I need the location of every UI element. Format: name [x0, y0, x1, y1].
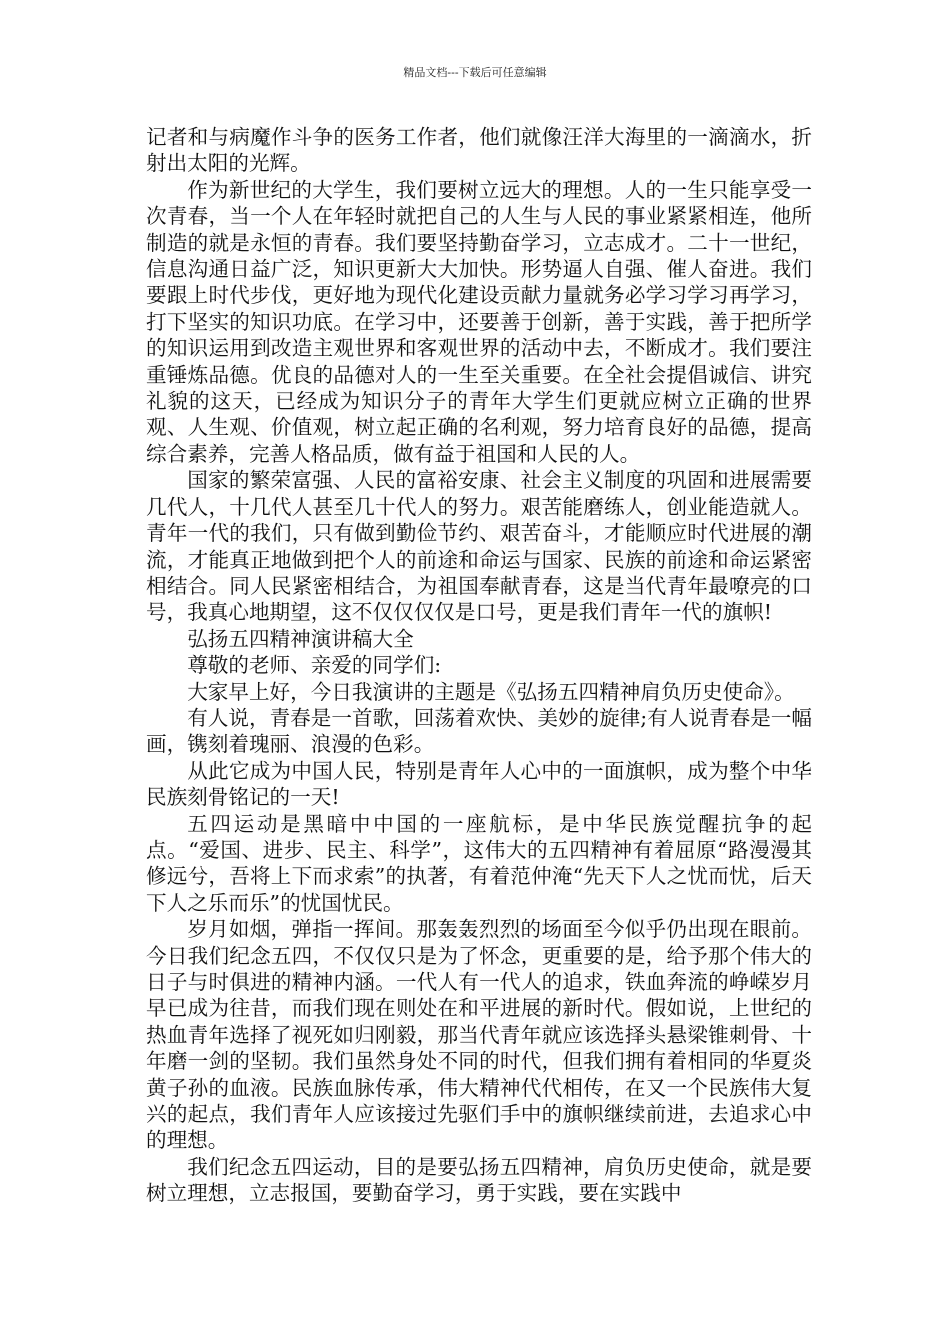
paragraph: 有人说，青春是一首歌，回荡着欢快、美妙的旋律;有人说青春是一幅画，镌刻着瑰丽、浪漫的色彩。	[146, 705, 812, 757]
document-body	[146, 124, 812, 1207]
paragraph: 我们纪念五四运动，目的是要弘扬五四精神，肩负历史使命，就是要树立理想，立志报国，要勤奋学习，勇于实践，要在实践中	[146, 1154, 812, 1206]
paragraph-continued: 记者和与病魔作斗争的医务工作者，他们就像汪洋大海里的一滴滴水，折射出太阳的光辉。	[146, 125, 812, 176]
paragraph: 大家早上好，今日我演讲的主题是《弘扬五四精神肩负历史使命》。	[187, 679, 795, 704]
speech-title: 弘扬五四精神演讲稿大全	[187, 626, 414, 651]
paragraph: 国家的繁荣富强、人民的富裕安康、社会主义制度的巩固和进展需要几代人，十几代人甚至几十代人的努力。艰苦能磨练人，创业能造就人。青年一代的我们，只有做到勤俭节约、艰苦奋斗，才能顺应时代进展的潮流，才能真正地做到把个人的前途和命运与国家、民族的前途和命运紧密相结合。同人民紧密相结合，为祖国奉献青春，这是当代青年最嘹亮的口号，我真心地期望，这不仅仅仅仅是口号，更是我们青年一代的旗帜!	[146, 468, 812, 625]
page-header: 精品文档---下载后可任意编辑	[403, 66, 547, 79]
paragraph: 作为新世纪的大学生，我们要树立远大的理想。人的一生只能享受一次青春，当一个人在年轻时就把自己的人生与人民的事业紧紧相连，他所制造的就是永恒的青春。我们要坚持勤奋学习，立志成才。二十一世纪，信息沟通日益广泛，知识更新大大加快。形势逼人自强、催人奋进。我们要跟上时代步伐，更好地为现代化建设贡献力量就务必学习学习再学习，打下坚实的知识功底。在学习中，还要善于创新，善于实践，善于把所学的知识运用到改造主观世界和客观世界的活动中去，不断成才。我们要注重锤炼品德。优良的品德对人的一生至关重要。在全社会提倡诚信、讲究礼貌的这天，已经成为知识分子的青年大学生们更就应树立正确的世界观、人生观、价值观，树立起正确的名利观，努力培育良好的品德，提高综合素养，完善人格品质，做有益于祖国和人民的人。	[146, 177, 812, 466]
salutation: 尊敬的老师、亲爱的同学们:	[187, 653, 442, 678]
paragraph: 从此它成为中国人民，特别是青年人心中的一面旗帜，成为整个中华民族刻骨铭记的一天!	[146, 758, 812, 810]
paragraph: 岁月如烟，弹指一挥间。那轰轰烈烈的场面至今似乎仍出现在眼前。今日我们纪念五四，不仅仅只是为了怀念，更重要的是，给予那个伟大的日子与时俱进的精神内涵。一代人有一代人的追求，铁血奔流的峥嵘岁月早已成为往昔，而我们现在则处在和平进展的新时代。假如说，上世纪的热血青年选择了视死如归刚毅，那当代青年就应该选择头悬梁锥刺骨、十年磨一剑的坚韧。我们虽然身处不同的时代，但我们拥有着相同的华夏炎黄子孙的血液。民族血脉传承，伟大精神代代相传，在又一个民族伟大复兴的起点，我们青年人应该接过先驱们手中的旗帜继续前进，去追求心中的理想。	[146, 917, 812, 1153]
paragraph: 五四运动是黑暗中中国的一座航标，是中华民族觉醒抗争的起点。“爱国、进步、民主、科学”，这伟大的五四精神有着屈原“路漫漫其修远兮，吾将上下而求索”的执著，有着范仲淹“先天下人之忧而忧，后天下人之乐而乐”的忧国忧民。	[146, 811, 812, 915]
